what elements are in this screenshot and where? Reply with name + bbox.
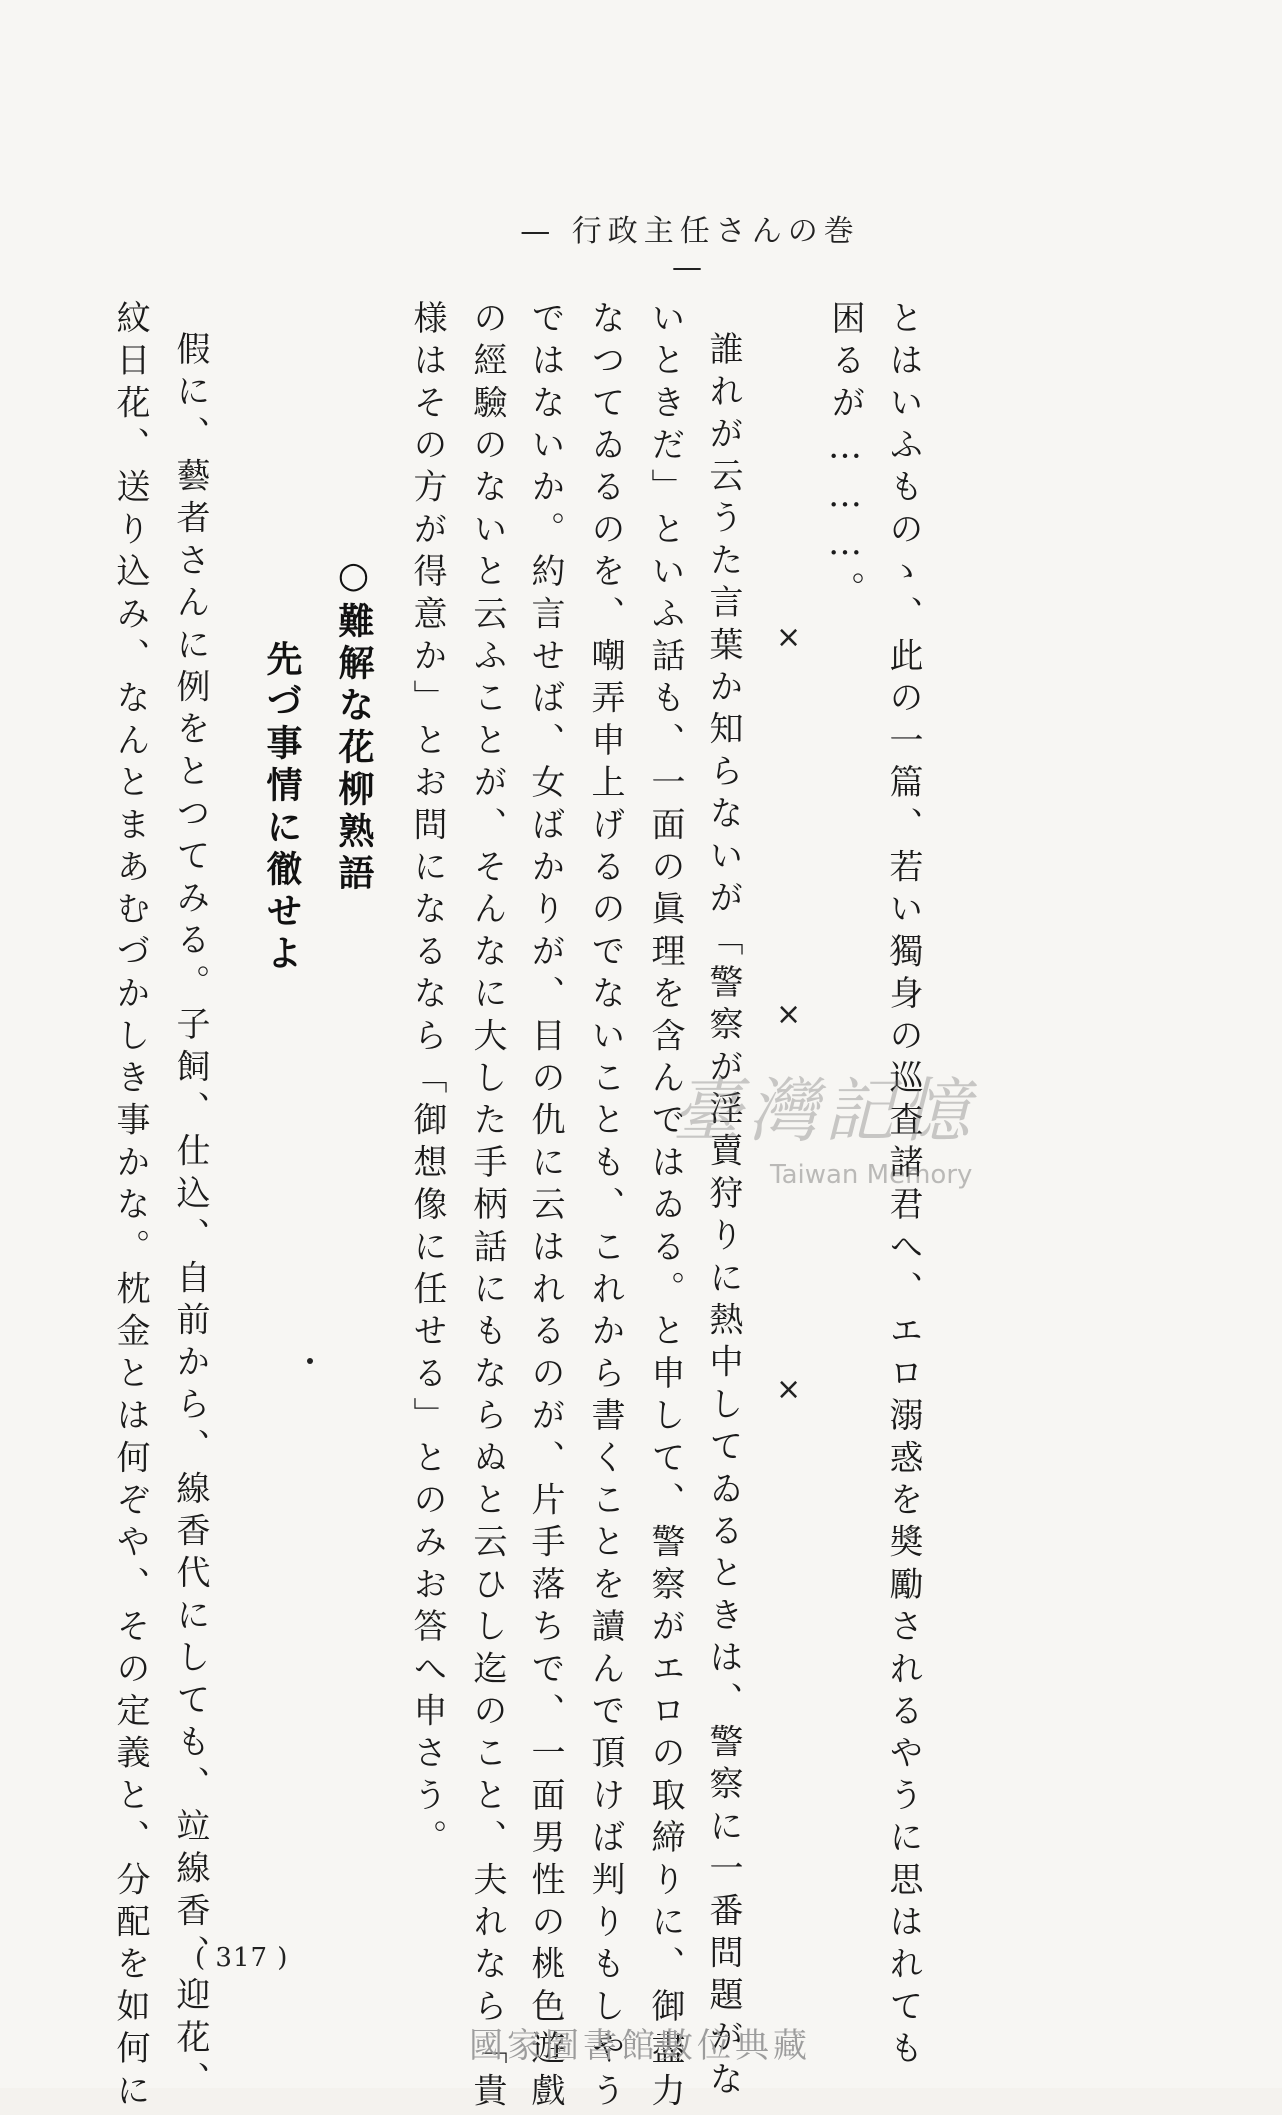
- page-number: ( 317 ): [195, 1943, 289, 1973]
- watermark-logo: 臺灣記憶: [672, 1070, 976, 1152]
- section-heading-1: ○難解な花柳熟語: [333, 555, 374, 896]
- section-mark-2: ×: [776, 997, 802, 1032]
- body-column-1: とはいふものゝ、此の一篇、若い獨身の巡査諸君へ、エロ溺惑を奬勵されるやうに思はれても: [883, 300, 923, 2073]
- body-column-9: 假に、藝者さんに例をとつてみる。子飼、仕込、自前から、線香代にしても、竝線香、迎花、: [170, 331, 210, 2104]
- stray-dot: [307, 1358, 313, 1364]
- body-column-7: の經驗のないと云ふことが、そんなに大した手柄話にもならぬと云ひし迄のこと、夫れなら「貴: [467, 300, 507, 2115]
- section-mark-3: ×: [776, 1372, 802, 1407]
- body-column-2: 困るが………。: [825, 300, 865, 614]
- footer-stamp: 國家圖書館數位典藏: [469, 2026, 811, 2066]
- body-column-3: 誰れが云うた言葉か知らないが「警察が淫賣狩りに熱中してゐるときは、警察に一番問題がな: [703, 331, 743, 2104]
- body-column-8: 様はその方が得意か」とお問になるなら「御想像に任せる」とのみお答へ申さう。: [407, 300, 447, 1862]
- section-mark-1: ×: [776, 620, 802, 655]
- body-column-5: なつてゐるのを、嘲弄申上げるのでないことも、これから書くことを讀んで頂けば判りもしやう: [585, 300, 625, 2115]
- body-column-4: いときだ」といふ話も、一面の眞理を含んではゐる。と申して、警察がエロの取締りに、御盡力: [645, 300, 685, 2115]
- watermark-subtitle: Taiwan Memory: [770, 1160, 973, 1190]
- running-head: — 行政主任さんの巻 —: [520, 214, 860, 285]
- body-column-6: ではないか。約言せば、女ばかりが、目の仇に云はれるのが、片手落ちで、一面男性の桃色遊戲: [525, 300, 565, 2115]
- body-column-10: 紋日花、送り込み、なんとまあむづかしき事かな。枕金とは何ぞや、その定義と、分配を如何に: [110, 300, 150, 2115]
- section-heading-2: 先づ事情に徹せよ: [261, 640, 302, 976]
